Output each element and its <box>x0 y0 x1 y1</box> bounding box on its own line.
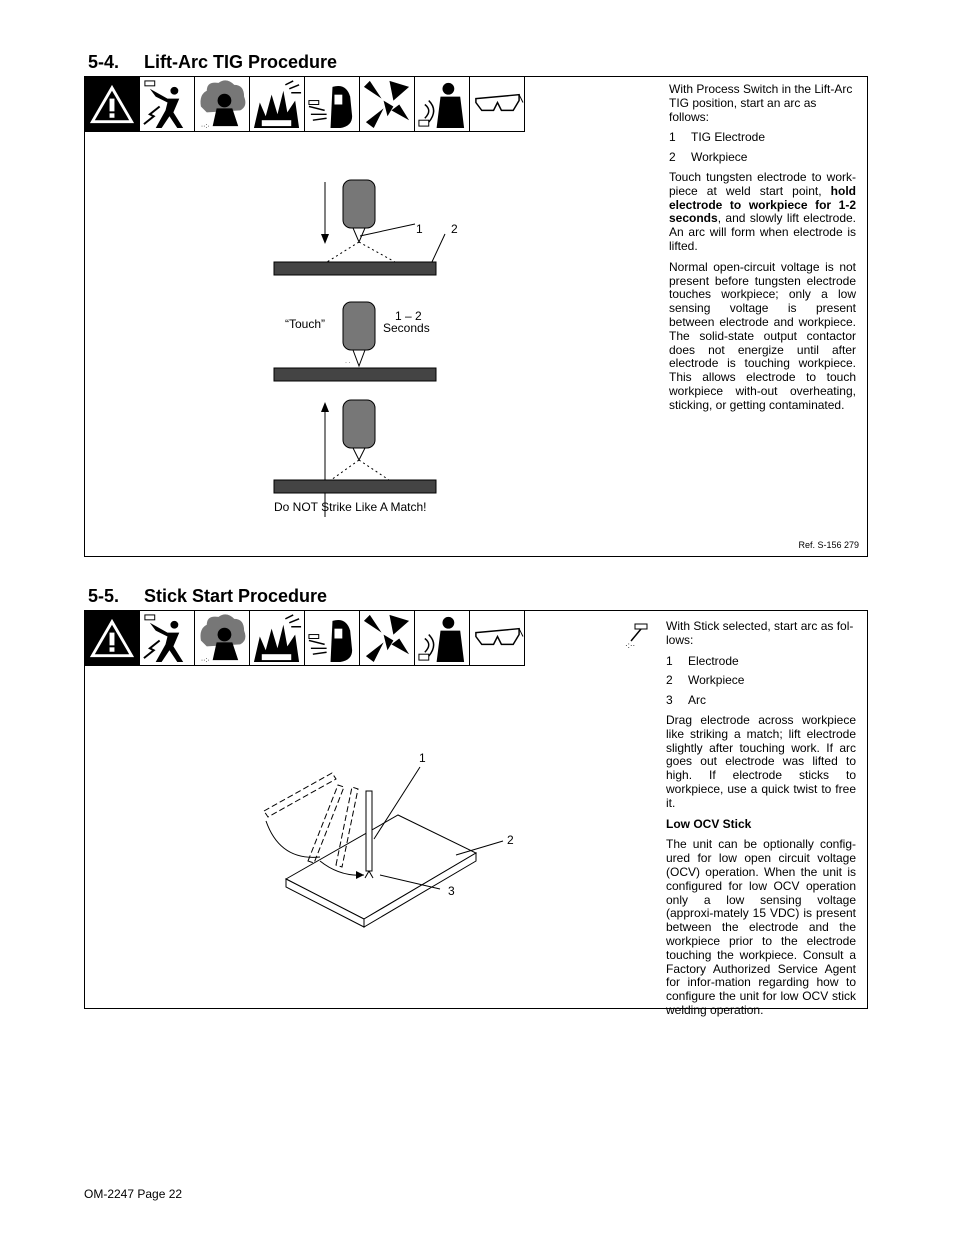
fire-sparks-icon <box>250 77 305 132</box>
touch-label: “Touch” <box>285 317 326 331</box>
electrode <box>366 791 372 871</box>
warning-icon <box>85 611 140 666</box>
tig-torch-1 <box>343 180 375 228</box>
svg-text:··:·: ··:· <box>200 657 210 665</box>
list-item: 1 TIG Electrode <box>669 130 766 145</box>
seconds-label: Seconds <box>383 321 430 335</box>
stick-start-figure <box>260 761 560 931</box>
workpiece-2 <box>274 368 436 381</box>
intro-text: With Process Switch in the Lift-Arc TIG position, start an arc as follows: <box>669 82 853 124</box>
callout-2: 2 <box>451 222 458 236</box>
emf-pacemaker-icon <box>415 611 470 666</box>
section-title: Lift-Arc TIG Procedure <box>144 52 338 72</box>
low-ocv-heading: Low OCV Stick <box>666 816 752 831</box>
section-title: Stick Start Procedure <box>144 586 328 606</box>
list-item: 2 Workpiece <box>666 673 745 688</box>
workpiece-1 <box>274 262 436 275</box>
callout-2: 2 <box>507 833 514 847</box>
hot-parts-icon <box>360 77 415 132</box>
stick-process-icon <box>625 623 649 649</box>
safety-glasses-icon <box>470 611 525 666</box>
workpiece-3 <box>274 480 436 493</box>
svg-text:· ·: · · <box>345 360 351 366</box>
safety-glasses-icon <box>470 77 525 132</box>
workpiece-plate <box>286 815 476 919</box>
electric-shock-icon <box>140 611 195 666</box>
callout-3: 3 <box>448 884 455 898</box>
page-footer: OM-2247 Page 22 <box>84 1187 183 1201</box>
low-ocv-paragraph: The unit can be optionally config-ured for low open circuit voltage (OCV) operation. When the unit is configured for low OCV operation only a low sensing voltage (approxi-mately 15 VDC) is present between the electrode and the workpiece prior to the electrode touching the workpiece. Consult a Factory Authorized Service Agent for infor-mation regarding how to configure the unit for low OCV stick welding operation. <box>666 837 856 1017</box>
section-5-5-panel <box>84 610 868 1017</box>
section-number: 5-5. <box>88 586 120 606</box>
callout-1: 1 <box>416 222 423 236</box>
intro-text: With Stick selected, start arc as fol-lows: <box>666 619 854 647</box>
ocv-paragraph: Normal open-circuit voltage is not present before tungsten electrode touches workpiece; only a low sensing voltage is present between electrode and workpiece. The solid-state output contactor does not energize until after electrode is touching workpiece. This allows electrode to touch workpiece with-out overheating, sticking, or getting contaminated. <box>669 259 856 412</box>
svg-text:·:··: ·:·· <box>625 641 636 649</box>
section-number: 5-4. <box>88 52 120 72</box>
safety-icon-row <box>85 611 525 667</box>
section-5-5-instructions <box>666 620 856 1025</box>
tig-torch-3 <box>343 400 375 448</box>
arc-rays-helmet-icon <box>305 77 360 132</box>
hot-parts-icon <box>360 611 415 666</box>
electrode-ghost-1 <box>264 773 336 817</box>
drag-paragraph: Drag electrode across workpiece like striking a match; lift electrode slightly after touching work. If arc goes out electrode was lifted to high. If electrode sticks to workpiece, use a quick twist to free it. <box>666 712 856 810</box>
list-item: 2 Workpiece <box>669 150 748 165</box>
callout-1: 1 <box>419 751 426 765</box>
warning-icon <box>85 77 140 132</box>
fumes-icon <box>195 77 250 132</box>
seconds-number-label: 1 – 2 <box>395 309 422 323</box>
tig-torch-2 <box>343 302 375 350</box>
figure-caption: Do NOT Strike Like A Match! <box>274 500 427 514</box>
section-5-4-heading <box>88 52 337 73</box>
section-5-4-instructions <box>669 83 856 420</box>
list-item: 3 Arc <box>666 693 706 708</box>
electric-shock-icon <box>140 77 195 132</box>
section-5-4-panel <box>84 76 868 557</box>
safety-icon-row <box>85 77 525 133</box>
list-item: 1 Electrode <box>666 653 739 668</box>
fumes-icon <box>195 611 250 666</box>
svg-text:··:·: ··:· <box>200 123 210 131</box>
section-5-5-heading <box>88 586 327 607</box>
emf-pacemaker-icon <box>415 77 470 132</box>
reference-number: Ref. S-156 279 <box>798 540 859 550</box>
touch-paragraph: Touch tungsten electrode to work-piece at weld start point, hold electrode to workpiece for 1-2 seconds, and slowly lift electrode. An arc will form when electrode is lifted. <box>669 169 856 253</box>
arc-rays-helmet-icon <box>305 611 360 666</box>
lift-arc-tig-figure <box>265 172 525 517</box>
fire-sparks-icon <box>250 611 305 666</box>
leader-line-2 <box>431 234 445 264</box>
